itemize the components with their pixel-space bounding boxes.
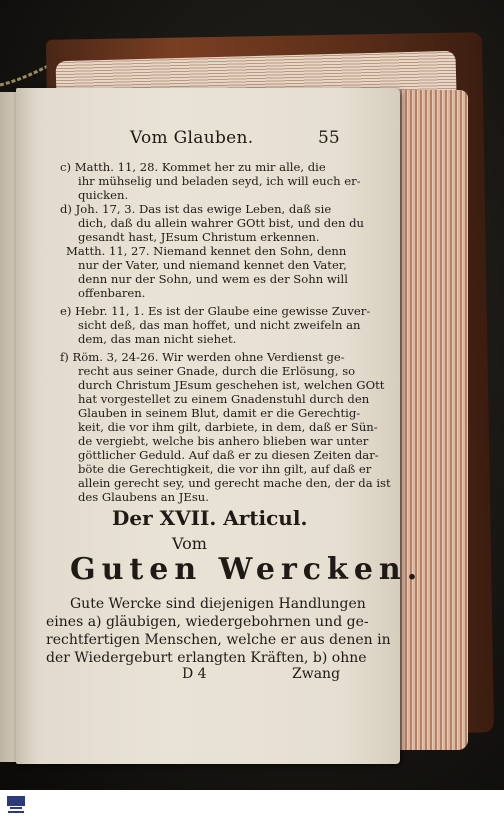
text-line: recht aus seiner Gnade, durch die Erlösung, so	[78, 364, 356, 378]
catchword: Zwang	[292, 666, 341, 682]
body-line: Gute Wercke sind diejenigen Handlungen	[70, 596, 366, 612]
text-line: offenbaren.	[78, 286, 146, 300]
page-block-edge	[398, 90, 468, 750]
running-head: Vom Glauben.	[130, 128, 254, 148]
body-line: der Wiedergeburt erlangten Kräften, b) ohne	[46, 650, 367, 666]
text-line: Matth. 11, 27. Niemand kennet den Sohn, denn	[66, 244, 347, 258]
text-line: denn nur der Sohn, und wem es der Sohn will	[78, 272, 348, 286]
text-line: hat vorgestellet zu einem Gnadenstuhl durch den	[78, 392, 370, 406]
text-line: c) Matth. 11, 28. Kommet her zu mir alle, die	[60, 160, 326, 174]
text-line: göttlicher Geduld. Auf daß er zu diesen Zeiten dar-	[78, 448, 379, 462]
body-line: rechtfertigen Menschen, welche er aus denen in	[46, 632, 391, 648]
body-line: eines a) gläubigen, wiedergebohrnen und ge-	[46, 614, 369, 630]
text-line: des Glaubens an JEsu.	[78, 490, 209, 504]
text-line: dem, das man nicht siehet.	[78, 332, 237, 346]
text-line: Glauben in seinem Blut, damit er die Gerechtig-	[78, 406, 361, 420]
text-line: f) Röm. 3, 24-26. Wir werden ohne Verdienst ge-	[60, 350, 345, 364]
text-line: sicht deß, das man hoffet, und nicht zweifeln an	[78, 318, 361, 332]
page-number: 55	[318, 128, 340, 148]
text-line: dich, daß du allein wahrer GOtt bist, und den du	[78, 216, 365, 230]
text-line: böte die Gerechtigkeit, die vor ihn gilt, auf daß er	[78, 462, 372, 476]
text-line: durch Christum JEsum geschehen ist, welchen GOtt	[78, 378, 385, 392]
text-line: e) Hebr. 11, 1. Es ist der Glaube eine gewisse Zuver-	[60, 304, 371, 318]
text-line: gesandt hast, JEsum Christum erkennen.	[78, 230, 320, 244]
text-line: allein gerecht sey, und gerecht mache den, der da ist	[78, 476, 391, 490]
signature-mark: D 4	[182, 666, 207, 682]
article-vom: Vom	[172, 534, 207, 553]
article-heading: Der XVII. Articul.	[112, 506, 308, 530]
text-line: ihr mühselig und beladen seyd, ich will euch er-	[78, 174, 361, 188]
text-line: quicken.	[78, 188, 129, 202]
library-logo-icon	[4, 794, 28, 816]
text-line: keit, die vor ihm gilt, darbiete, in dem, daß er Sün-	[78, 420, 378, 434]
viewer-footer	[0, 790, 504, 820]
article-title: Guten Wercken.	[70, 552, 424, 587]
text-line: nur der Vater, und niemand kennet den Vater,	[78, 258, 347, 272]
text-line: d) Joh. 17, 3. Das ist das ewige Leben, daß sie	[60, 202, 332, 216]
text-line: de vergiebt, welche bis anhero blieben war unter	[78, 434, 369, 448]
